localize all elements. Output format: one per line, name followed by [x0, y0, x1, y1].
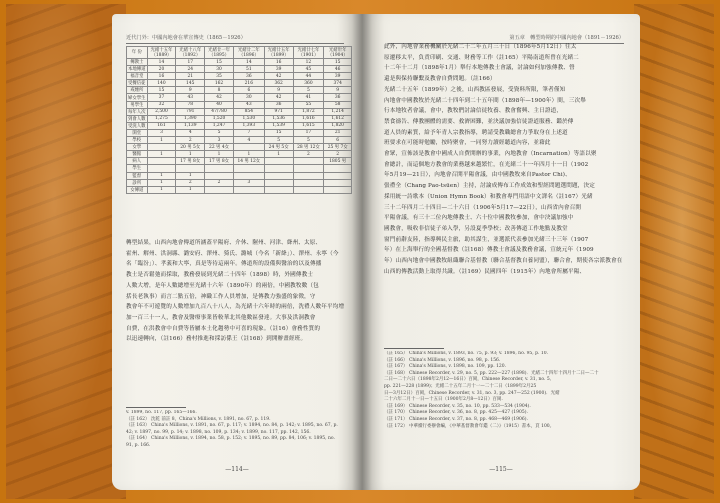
table-cell: 病人	[127, 158, 148, 165]
text-line: （註 165） China's Millions, v. 1893, no. 75, p. 93; v. 1896, no. 95, p. 10.	[384, 351, 549, 356]
text-line: 括長老執事）而言二點五倍，神職工作人員增加，是傳教力強盛的象徵，守	[126, 293, 316, 300]
table-cell: 1,139	[176, 122, 205, 129]
left-page-number: —114—	[225, 466, 249, 473]
table-row	[127, 144, 352, 151]
table-cell: 女傳道	[127, 186, 148, 193]
table-cell	[176, 165, 205, 172]
table-cell: 1,539	[264, 122, 293, 129]
table-cell: 15	[205, 59, 234, 66]
table-cell: 17 男 8女	[205, 158, 234, 165]
right-page-number: —115—	[489, 466, 513, 473]
table-cell	[205, 186, 234, 193]
text-line: 加一百三十一人，教會及醫療事業皆較華北其他數區發達。大事及洪洞教會	[126, 314, 316, 321]
text-line: 以迅速轉向，（註166）務村推進和採訪係王（註168）到開辦畫經班。	[126, 336, 307, 343]
table-cell: 3	[233, 179, 264, 186]
left-page	[112, 14, 362, 490]
table-cell: 戒煙所	[127, 87, 148, 94]
text-line: 十二年十二月（1898年1月）舉行本地傳教士會議，討論如何加強傳教、營	[384, 65, 575, 72]
table-cell: 39	[324, 73, 352, 80]
table-cell: 1,247	[205, 122, 234, 129]
right-footnotes	[384, 351, 628, 430]
table-cell: 39	[264, 66, 293, 73]
text-line: 教會年不可遊覽的人數增加九百八十八人，為光緒十六年時的兩倍，洗禮人數年平均增	[126, 304, 345, 311]
text-line: 教士是否鬆弛而採取，教務發展到光緒二十四年（1898）時，外國傳教士	[126, 272, 314, 279]
text-line: 原遷移太平，負責印刷、交通、財務等工作（註165）平陽南道所曾在光緒二	[384, 54, 579, 61]
book-gutter	[352, 14, 372, 490]
footnote-rule	[384, 348, 444, 349]
table-cell: 1	[147, 151, 176, 158]
table-row	[127, 80, 352, 87]
table-row	[127, 122, 352, 129]
table-cell: 1,612	[324, 115, 352, 122]
text-line: 窗門前辭友陸，指導興民主旅，助其謀生，並選派代表參加光緒三十三年（1907	[384, 236, 589, 243]
table-cell	[264, 179, 293, 186]
table-cell: 1	[176, 186, 205, 193]
text-line: 二十六年二月十一日—十五日（1900年2月8—12日）百岡.	[384, 397, 503, 403]
table-cell: 8	[205, 87, 234, 94]
table-cell: 2	[176, 137, 205, 144]
table-header-cell: 光緒廿一年（1895）	[205, 47, 234, 59]
table-cell: 醫館	[127, 151, 148, 158]
table-cell: 971	[264, 108, 293, 115]
table-cell	[293, 172, 324, 179]
cover-illustration-right	[634, 4, 714, 499]
text-line: 自費，在洪教會中自費等皆屬本土化趨勢中可喜的現象。（註16）會務性質的	[126, 325, 321, 332]
table-cell: 福音堂	[127, 73, 148, 80]
table-cell: 32	[147, 101, 176, 108]
text-line: v. 1899, no. 117, pp. 165—166.	[126, 410, 197, 415]
table-cell: 20 男 5女	[176, 144, 205, 151]
table-cell: 1	[233, 151, 264, 158]
table-cell: 43	[176, 94, 205, 101]
text-line: （註 166） China's Millions, v. 1896, no. 98, p. 156.	[384, 357, 501, 363]
table-cell: 學校	[127, 137, 148, 144]
table-cell: 37	[147, 94, 176, 101]
table-cell: 6	[233, 87, 264, 94]
table-cell: 36	[264, 101, 293, 108]
text-line: 光緒二十五年（1899年）之後，山西教區發展，受資料所限，筆者僅知	[384, 86, 566, 93]
table-row	[127, 73, 352, 80]
text-line: 禁食禱告、傳教團體的需要、救濟困難，並決議加強信徒證道服務、鑑於傳	[384, 118, 574, 125]
table-cell: 21	[324, 129, 352, 136]
table-cell: 1,275	[147, 115, 176, 122]
table-row	[127, 137, 352, 144]
table-row	[127, 172, 352, 179]
table-cell: 42	[264, 94, 293, 101]
table-cell: 140	[147, 80, 176, 87]
table-row	[127, 165, 352, 172]
table-cell	[293, 158, 324, 165]
right-page	[362, 14, 640, 490]
table-row	[127, 151, 352, 158]
table-row	[127, 129, 352, 136]
text-line: 三十二年四月二十四日—二十六日（1906年5月17—22日），山西省內會召開	[384, 204, 582, 211]
text-line: 還是與保持聯繫及教會自費問題。（註166）	[384, 76, 496, 83]
table-cell: 9	[324, 87, 352, 94]
table-cell: 女學	[127, 144, 148, 151]
table-cell: 362	[264, 80, 293, 87]
table-cell	[233, 165, 264, 172]
table-cell: 36	[324, 94, 352, 101]
table-row	[127, 158, 352, 165]
table-cell	[147, 165, 176, 172]
left-footnotes	[126, 410, 352, 450]
table-cell: 婦女學生	[128, 95, 146, 101]
table-cell: 161	[147, 122, 176, 129]
table-cell: 1,615	[293, 122, 324, 129]
table-header-cell: 光緒廿七年（1901）	[293, 47, 324, 59]
table-cell: 1	[147, 186, 176, 193]
table-cell: 46	[324, 66, 352, 73]
table-row	[127, 66, 352, 73]
text-line: 班要求在可能時勉勵，按時聚會，一同努力讀經聽道內容，並藉此	[384, 140, 551, 147]
table-cell	[324, 186, 352, 193]
table-cell	[324, 172, 352, 179]
table-cell: 開堂	[127, 129, 148, 136]
table-header-cell: 光緒卅年（1904）	[324, 47, 352, 59]
text-line: （註 169） Chinese Recorder, v. 35, no. 10, pp. 533—534 (1904).	[384, 403, 531, 409]
table-cell: 2,500	[147, 108, 176, 115]
table-cell: 44	[293, 73, 324, 80]
table-header-cell: 光緒廿二年（1896）	[233, 47, 264, 59]
table-cell: 854	[233, 108, 264, 115]
text-line: 採用統一詩歌本（Union Hymn Book）和教會專門用語中文譯名（註167）光緒	[384, 193, 593, 200]
table-cell	[293, 186, 324, 193]
text-line: 山西的傳教活動上取得共識。（註169）民國四年（1915年）內地會所屬平陽、	[384, 268, 586, 275]
table-cell: 42	[264, 73, 293, 80]
table-cell: 1	[147, 179, 176, 186]
table-cell: 1,616	[293, 115, 324, 122]
table-row	[127, 115, 352, 122]
text-line: （註 163） China's Millions, v. 1891, no. 67, p. 117; v. 1894, no. 84, p. 142; v. 1895, no. 67, p.	[126, 423, 338, 429]
table-cell: 40	[205, 101, 234, 108]
text-line: 道人員的素質，給予年青人宗教指導，聘請受教職總會力爭取身在上述道	[384, 129, 568, 136]
table-cell: 1,393	[233, 122, 264, 129]
text-line: 國教會，吸收非信徒子弟入學，另設夏季學校；改善傳道工作地點及教堂	[384, 225, 568, 232]
table-cell: 22 男 4女	[205, 144, 234, 151]
table-cell: 17	[293, 129, 324, 136]
table-cell: 21	[176, 73, 205, 80]
table-row	[127, 59, 352, 66]
left-running-head: 近代门外：中國內地會在華宣傳史（1865－1926）	[126, 34, 344, 44]
text-line: 內地會中國教牧於光緒二十四年到二十五年間（1898年—1900年）間，三次舉	[384, 97, 586, 104]
table-header-cell: 年 份	[127, 47, 148, 59]
table-cell: 1,536	[264, 115, 293, 122]
text-line: 二日—二十六日（1898年2月12—16日）百岡，Chinese Recorder, v. 31, no. 5,	[384, 377, 552, 383]
table-cell: 14 男 12女	[233, 158, 264, 165]
table-cell: 每年人次	[128, 109, 146, 115]
table-cell: 2	[324, 151, 352, 158]
table-cell: 17 男 8女	[176, 158, 205, 165]
text-line: （註 168） Chinese Recorder, v. 29, no. 5, pp. 222—227 (1898)．光緒二十四年十四月十二日—二十	[384, 370, 599, 376]
text-line: 42; v. 1897, no. 99, p. 14; v. 1898, no. 109, p. 134; v. 1899, no. 117, pp. 142, 156.	[126, 429, 311, 435]
table-cell: 1,214	[324, 108, 352, 115]
table-cell: 到會人數	[128, 116, 146, 122]
table-cell	[147, 144, 176, 151]
table-cell: 14	[233, 59, 264, 66]
table-cell	[293, 165, 324, 172]
table-cell: 15	[324, 59, 352, 66]
table-cell	[264, 158, 293, 165]
table-cell: 36	[233, 73, 264, 80]
table-cell: 1,520	[205, 115, 234, 122]
table-row	[127, 179, 352, 186]
table-cell: 5	[205, 129, 234, 136]
table-cell	[233, 186, 264, 193]
table-row	[127, 94, 352, 101]
table-cell: 791	[176, 108, 205, 115]
statistics-table	[126, 46, 352, 194]
text-line: （註 171） Chinese Recorder, v. 37, no. 8, pp. 468—469 (1906).	[384, 416, 528, 422]
table-cell	[205, 165, 234, 172]
text-line: （註 167） China's Millions, v. 1898, no. 109, pp. 120.	[384, 364, 507, 370]
table-cell: 15	[264, 129, 293, 136]
table-cell	[147, 158, 176, 165]
table-cell: 145	[176, 80, 205, 87]
table-cell: 12	[293, 59, 324, 66]
table-row	[127, 101, 352, 108]
table-cell: 2	[176, 179, 205, 186]
table-header-cell: 光緒廿五年（1899）	[264, 47, 293, 59]
table-cell: 1805 男	[324, 158, 352, 165]
table-cell: 78	[176, 101, 205, 108]
table-cell: 1	[176, 172, 205, 179]
table-cell: 1	[264, 151, 293, 158]
table-cell: 47/780	[205, 108, 234, 115]
text-line: 名「臨汾」）、孝義和大寧，真是等待這兩年。傳道所的設備與醫治的以及傳播	[126, 261, 322, 268]
cover-illustration-left	[6, 4, 126, 499]
table-cell: 41	[293, 94, 324, 101]
text-line: 平陽會議，有三十二位內地傳教士、六十位中國教牧參加，會中決議加強中	[384, 215, 574, 222]
table-cell: 男學生	[127, 101, 148, 108]
table-cell: 受洗人數	[128, 123, 146, 129]
table-cell: 30	[205, 66, 234, 73]
table-row	[127, 87, 352, 94]
footnote-rule	[126, 407, 186, 408]
table-cell: 1	[147, 172, 176, 179]
table-cell	[205, 172, 234, 179]
table-cell: 5	[293, 87, 324, 94]
table-cell: 51	[233, 66, 264, 73]
table-cell: 43	[233, 101, 264, 108]
table-cell: 15	[147, 87, 176, 94]
table-cell	[233, 144, 264, 151]
table-cell: 58	[324, 101, 352, 108]
table-cell: 5	[264, 137, 293, 144]
table-cell: 傳教士	[127, 59, 148, 66]
table-cell: 1	[147, 137, 176, 144]
text-line: 張禮全（Chang Pao-tsüen）主持，討論成傳布工作成效和聖經問題選問題，決定	[384, 183, 595, 190]
table-cell	[324, 179, 352, 186]
table-cell: 1,530	[233, 115, 264, 122]
text-line: pp. 221—228 (1899)；光緒二十五年二月十一—二十二日（1899年2月25	[384, 383, 537, 389]
table-cell	[264, 165, 293, 172]
text-line: 日—3月12日）百岡，Chinese Recorder, v. 31, no. 3, pp. 247—252 (1900)．光緒	[384, 390, 560, 396]
table-cell	[233, 172, 264, 179]
table-cell: 9	[264, 87, 293, 94]
text-line: 會總計，而這個地方教會的業務越來越繁忙，在光緒二十一年四月十一日（1902	[384, 161, 589, 168]
table-cell: 55	[293, 101, 324, 108]
text-line: 年5月19—21日），內地會召開平陽會議，由中國教牧來自Pastor Chi)、	[384, 172, 571, 179]
table-cell: 2	[205, 179, 234, 186]
table-cell	[324, 165, 352, 172]
text-line: （註 172） 中華續行委辦會編，《中華基督教會年鑑（二）》（1915）書本，頁 100。	[384, 423, 555, 429]
table-cell: 6	[324, 137, 352, 144]
table-cell: 受餐信徒	[128, 81, 146, 87]
text-line: 此外，內地會業務機關於光緒二十二年五月三十日（1896年5月12日）往太	[384, 44, 577, 50]
table-cell: 7	[233, 129, 264, 136]
table-header-cell: 光緒十五年（1889）	[147, 47, 176, 59]
table-cell: 1	[176, 151, 205, 158]
table-cell: 16	[264, 59, 293, 66]
table-cell: 35	[205, 73, 234, 80]
text-line: （註 170） Chinese Recorder, v. 36, no. 8, pp. 425—427 (1905).	[384, 410, 528, 416]
table-row	[127, 108, 352, 115]
table-cell: 17	[176, 59, 205, 66]
text-line: 人數大增，是年人數總增至光緒十六年（1890年）的兩倍，中國教牧數（包	[126, 282, 319, 289]
table-cell: 216	[233, 80, 264, 87]
table-cell: 2	[293, 151, 324, 158]
text-line: 行本地牧者會議，會中，教牧們討論信徒牧養、教會奮興、主日證道，	[384, 108, 563, 115]
table-cell: 45	[293, 66, 324, 73]
table-cell: 360	[293, 80, 324, 87]
table-cell: 3	[147, 129, 176, 136]
table-cell	[293, 179, 324, 186]
table-cell: 20	[147, 66, 176, 73]
text-line: 會眾，宣佈該是教會中國成人自費開辦的事業，內地教會（Incarnation）等語以聚	[384, 151, 597, 158]
table-cell: 30	[233, 94, 264, 101]
table-cell: 24 男 5女	[264, 144, 293, 151]
text-line: 年）山西內地會中國教牧組織聯合基督教（聯合基督教自養同盟），聯合會，期使各宗派教會在	[384, 258, 623, 265]
table-cell: 1,820	[324, 122, 352, 129]
table-cell: 4	[176, 129, 205, 136]
table-header-cell: 光緒十八年（1892）	[176, 47, 205, 59]
table-cell: 4	[233, 137, 264, 144]
table-cell: 5	[293, 137, 324, 144]
text-line: 年）在上海舉行的全國基督教（註168）傳教士會議及教務會議，宣統元年（1909	[384, 247, 594, 254]
table-cell: 1	[205, 151, 234, 158]
table-cell: 28 男 12女	[293, 144, 324, 151]
text-line: 轉型結果，山西內地會傳道所涵蓋平陽府、介休、隰州、河津、絳州、太原、	[126, 240, 322, 246]
table-cell	[264, 172, 293, 179]
table-cell: 14	[147, 59, 176, 66]
table-header-row	[127, 47, 352, 59]
table-cell: 監督	[127, 172, 148, 179]
right-body-text	[384, 42, 628, 277]
text-line: 霍州、解州、洪洞縣、潞安府、澤州、猗氏、潞城（今名「新絳」）、澤州、永寧（今	[126, 250, 339, 257]
text-line: 91, p. 166.	[126, 442, 151, 448]
table-row	[127, 186, 352, 193]
table-cell: 25 男 7女	[324, 144, 352, 151]
right-running-head: 第五章 轉型時期的中國內地會（1891－1926）	[388, 34, 624, 44]
table-cell: 診所	[127, 179, 148, 186]
text-line: （註 162） 沈乾 前註 8，China's Millions, v. 1891, no. 67, p. 119.	[126, 416, 271, 422]
left-body-text	[126, 238, 352, 345]
table-cell: 學生	[127, 165, 148, 172]
table-cell: 本地傳道	[128, 67, 146, 73]
table-cell: 1,872	[293, 108, 324, 115]
table-cell: 162	[205, 80, 234, 87]
table-cell: 9	[176, 87, 205, 94]
table-cell: 1,390	[176, 115, 205, 122]
text-line: （註 164） China's Millions, v. 1894, no. 58, p. 152; v. 1895, no. 89, pp. 84, 106; v. 1895, no.	[126, 436, 335, 442]
table-cell: 42	[205, 94, 234, 101]
table-cell	[264, 186, 293, 193]
table-cell: 24	[176, 66, 205, 73]
table-cell: 374	[324, 80, 352, 87]
table-cell: 16	[147, 73, 176, 80]
table-cell: 3	[205, 137, 234, 144]
